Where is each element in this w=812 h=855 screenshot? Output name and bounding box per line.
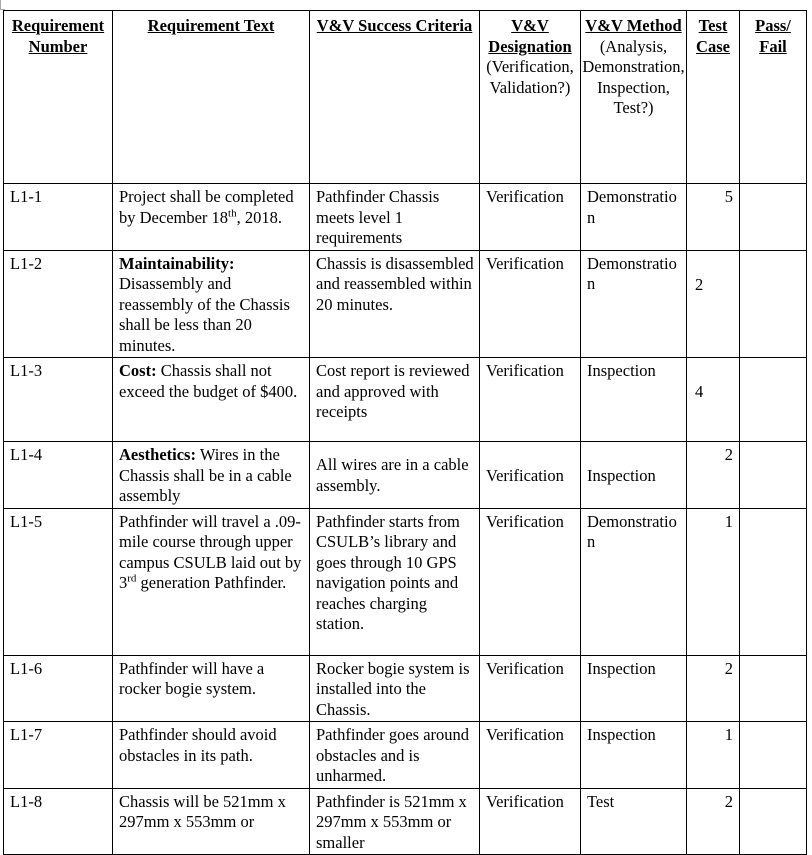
header-requirement-number: Requirement Number	[4, 11, 113, 184]
vv-method: Test	[581, 788, 687, 855]
pass-fail	[740, 788, 807, 855]
test-case: 1	[687, 722, 740, 789]
header-vv-method: V&V Method (Analysis, Demonstration, Inspection, Test?)	[581, 11, 687, 184]
requirement-number: L1-4	[4, 442, 113, 509]
success-criteria: Pathfinder Chassis meets level 1 requirements	[310, 184, 480, 251]
success-criteria: Pathfinder is 521mm x 297mm x 553mm or smaller	[310, 788, 480, 855]
requirement-number: L1-3	[4, 358, 113, 442]
requirement-number: L1-6	[4, 655, 113, 722]
header-vv-designation: V&V Designation (Verification, Validation?)	[480, 11, 581, 184]
page-corner-mark	[0, 0, 5, 10]
table-row	[4, 508, 807, 655]
test-case: 2	[687, 250, 740, 358]
header-requirement-text: Requirement Text	[113, 11, 310, 184]
requirement-text: Pathfinder will have a rocker bogie system.	[113, 655, 310, 722]
requirement-text: Aesthetics: Wires in the Chassis shall be in a cable assembly	[113, 442, 310, 509]
pass-fail	[740, 508, 807, 655]
header-pass-fail: Pass/ Fail	[740, 11, 807, 184]
test-case: 1	[687, 508, 740, 655]
header-test-case: Test Case	[687, 11, 740, 184]
table-row	[4, 250, 807, 358]
requirement-number: L1-2	[4, 250, 113, 358]
vv-method: Demonstration	[581, 184, 687, 251]
pass-fail	[740, 358, 807, 442]
header-vv-success-criteria: V&V Success Criteria	[310, 11, 480, 184]
vv-method: Inspection	[581, 655, 687, 722]
vv-designation: Verification	[480, 250, 581, 358]
table-row	[4, 788, 807, 855]
vv-method: Inspection	[581, 442, 687, 509]
test-case: 2	[687, 655, 740, 722]
vv-designation: Verification	[480, 788, 581, 855]
requirement-number: L1-5	[4, 508, 113, 655]
vv-designation: Verification	[480, 358, 581, 442]
success-criteria: Cost report is reviewed and approved with receipts	[310, 358, 480, 442]
success-criteria: Pathfinder starts from CSULB’s library and goes through 10 GPS navigation points and reaches charging station.	[310, 508, 480, 655]
vv-method: Inspection	[581, 358, 687, 442]
requirement-number: L1-8	[4, 788, 113, 855]
requirement-number: L1-1	[4, 184, 113, 251]
requirement-text: Cost: Chassis shall not exceed the budget of $400.	[113, 358, 310, 442]
vv-designation: Verification	[480, 184, 581, 251]
test-case: 2	[687, 442, 740, 509]
vv-method: Demonstration	[581, 508, 687, 655]
requirements-table	[3, 10, 807, 855]
pass-fail	[740, 442, 807, 509]
vv-method: Demonstration	[581, 250, 687, 358]
requirement-number: L1-7	[4, 722, 113, 789]
test-case: 2	[687, 788, 740, 855]
table-row	[4, 722, 807, 789]
vv-designation: Verification	[480, 722, 581, 789]
test-case: 5	[687, 184, 740, 251]
success-criteria: Rocker bogie system is installed into the Chassis.	[310, 655, 480, 722]
success-criteria: All wires are in a cable assembly.	[310, 442, 480, 509]
success-criteria: Chassis is disassembled and reassembled within 20 minutes.	[310, 250, 480, 358]
table-row	[4, 184, 807, 251]
requirement-text: Maintainability: Disassembly and reassembly of the Chassis shall be less than 20 minutes.	[113, 250, 310, 358]
vv-designation: Verification	[480, 508, 581, 655]
vv-designation: Verification	[480, 655, 581, 722]
vv-method: Inspection	[581, 722, 687, 789]
pass-fail	[740, 184, 807, 251]
pass-fail	[740, 722, 807, 789]
success-criteria: Pathfinder goes around obstacles and is unharmed.	[310, 722, 480, 789]
requirement-text: Chassis will be 521mm x 297mm x 553mm or	[113, 788, 310, 855]
requirement-text: Pathfinder will travel a .09-mile course through upper campus CSULB laid out by 3rd generation Pathfinder.	[113, 508, 310, 655]
test-case: 4	[687, 358, 740, 442]
requirement-text: Pathfinder should avoid obstacles in its path.	[113, 722, 310, 789]
pass-fail	[740, 655, 807, 722]
table-row	[4, 442, 807, 509]
table-row	[4, 358, 807, 442]
header-row	[4, 11, 807, 184]
vv-designation: Verification	[480, 442, 581, 509]
table-row	[4, 655, 807, 722]
requirement-text: Project shall be completed by December 18th, 2018.	[113, 184, 310, 251]
pass-fail	[740, 250, 807, 358]
